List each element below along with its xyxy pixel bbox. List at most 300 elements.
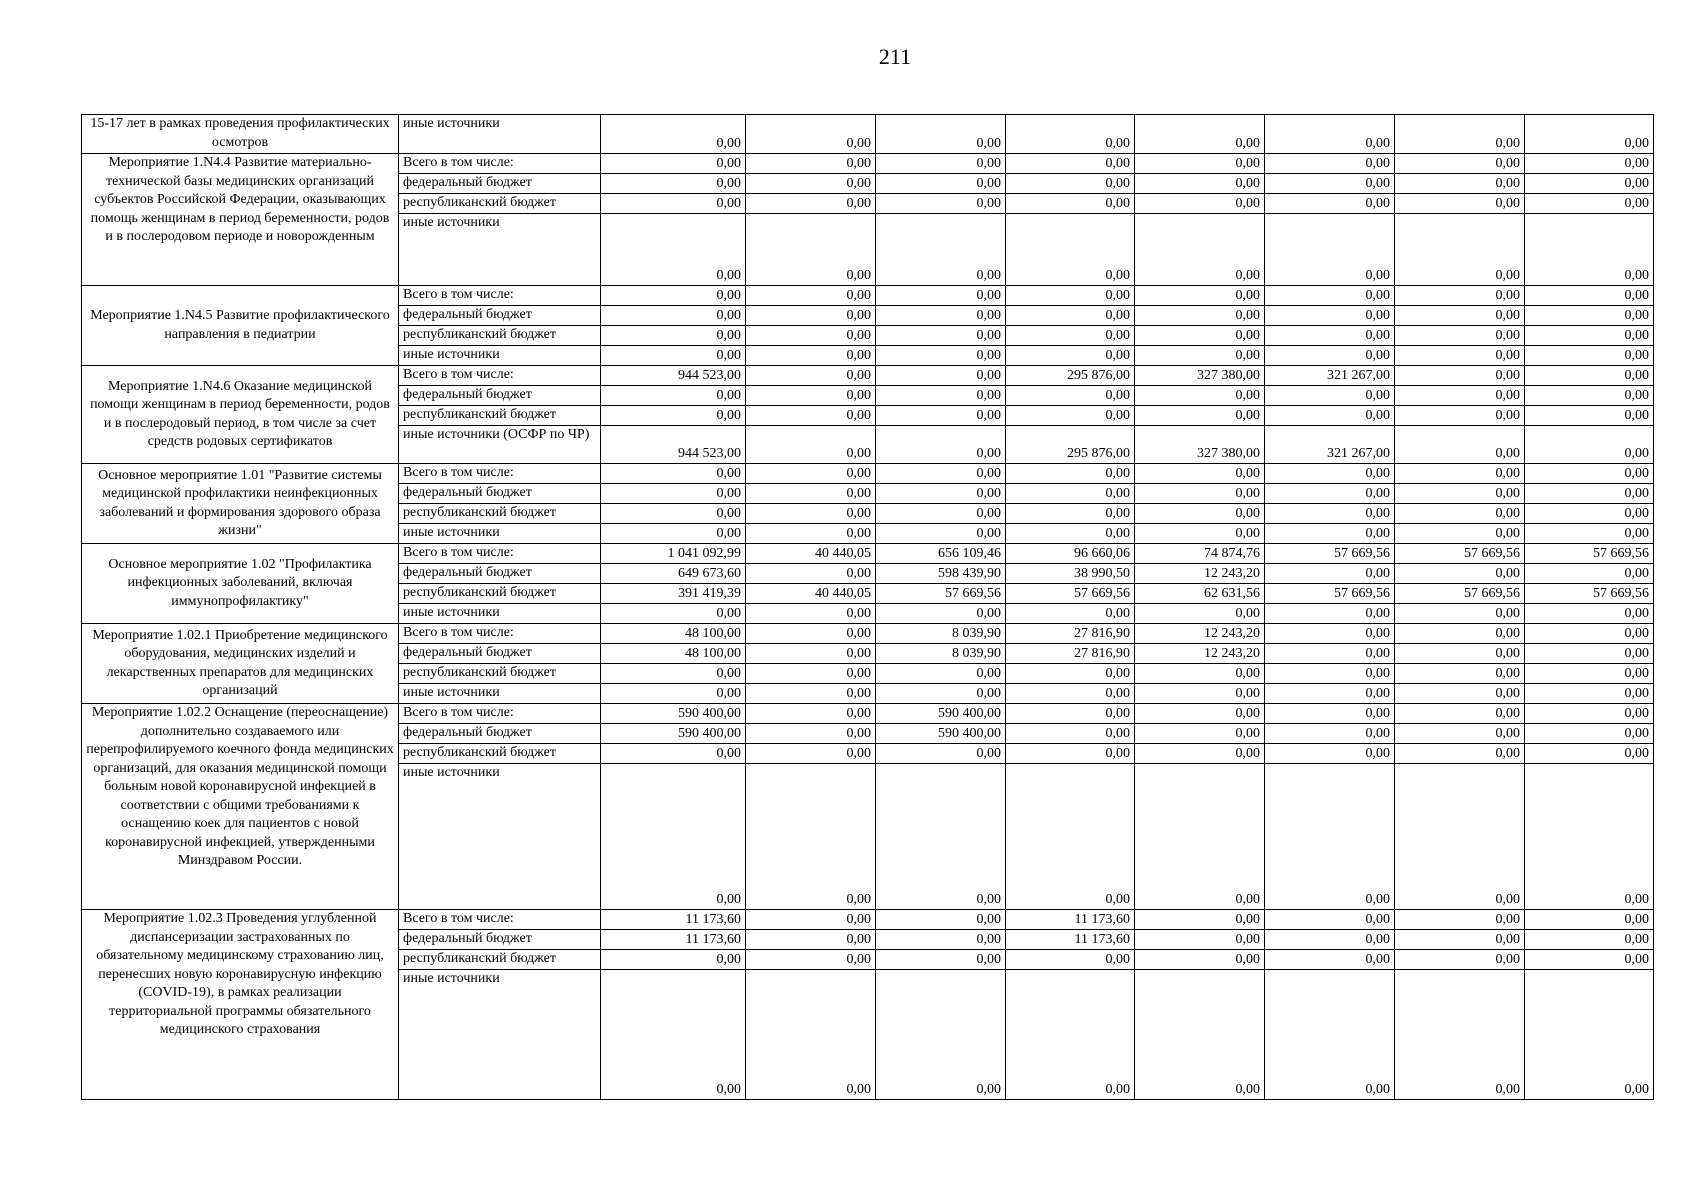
funding-source-cell: Всего в том числе: — [399, 544, 601, 564]
amount-cell: 0,00 — [746, 426, 876, 464]
amount-cell: 0,00 — [1265, 564, 1395, 584]
amount-cell: 0,00 — [1135, 194, 1265, 214]
amount-cell: 57 669,56 — [876, 584, 1006, 604]
amount-cell: 0,00 — [746, 970, 876, 1100]
funding-source-cell: иные источники — [399, 346, 601, 366]
activity-name-cell: Мероприятие 1.N4.6 Оказание медицинской помощи женщинам в период беременности, родов и в послеродовый период, в том числе за счет средств родовых сертификатов — [82, 366, 399, 464]
amount-cell: 0,00 — [1006, 464, 1135, 484]
amount-cell: 0,00 — [876, 366, 1006, 386]
amount-cell: 0,00 — [1395, 306, 1525, 326]
amount-cell: 12 243,20 — [1135, 564, 1265, 584]
amount-cell: 0,00 — [1525, 624, 1654, 644]
amount-cell: 0,00 — [746, 504, 876, 524]
amount-cell: 0,00 — [1265, 684, 1395, 704]
activity-name-cell: Мероприятие 1.02.3 Проведения углубленной диспансеризации застрахованных по обязательному медицинскому страхованию лиц, перенесших новую коронавирусную инфекцию (COVID-19), в рамках реализации территориальной программы обязательного медицинского страхования — [82, 910, 399, 1100]
amount-cell: 0,00 — [1395, 950, 1525, 970]
amount-cell: 295 876,00 — [1006, 426, 1135, 464]
amount-cell: 0,00 — [1265, 524, 1395, 544]
amount-cell: 0,00 — [1395, 326, 1525, 346]
table-row — [82, 154, 1654, 174]
amount-cell: 0,00 — [746, 326, 876, 346]
amount-cell: 0,00 — [1525, 764, 1654, 910]
amount-cell: 0,00 — [601, 604, 746, 624]
amount-cell: 0,00 — [1135, 174, 1265, 194]
amount-cell: 0,00 — [1135, 604, 1265, 624]
budget-table-body — [82, 115, 1654, 1100]
amount-cell: 0,00 — [1525, 564, 1654, 584]
amount-cell: 0,00 — [876, 604, 1006, 624]
amount-cell: 0,00 — [1525, 306, 1654, 326]
funding-source-cell: республиканский бюджет — [399, 744, 601, 764]
amount-cell: 0,00 — [1525, 504, 1654, 524]
amount-cell: 0,00 — [601, 306, 746, 326]
amount-cell: 0,00 — [1525, 644, 1654, 664]
amount-cell: 57 669,56 — [1525, 584, 1654, 604]
amount-cell: 57 669,56 — [1265, 544, 1395, 564]
amount-cell: 96 660,06 — [1006, 544, 1135, 564]
budget-table — [81, 114, 1654, 1100]
amount-cell: 0,00 — [1395, 704, 1525, 724]
amount-cell: 0,00 — [1006, 524, 1135, 544]
funding-source-cell: Всего в том числе: — [399, 624, 601, 644]
amount-cell: 0,00 — [1135, 704, 1265, 724]
amount-cell: 0,00 — [876, 306, 1006, 326]
amount-cell: 0,00 — [876, 286, 1006, 306]
amount-cell: 38 990,50 — [1006, 564, 1135, 584]
amount-cell: 0,00 — [1395, 624, 1525, 644]
amount-cell: 0,00 — [746, 664, 876, 684]
amount-cell: 0,00 — [1265, 970, 1395, 1100]
amount-cell: 0,00 — [1265, 484, 1395, 504]
amount-cell: 0,00 — [1135, 950, 1265, 970]
amount-cell: 0,00 — [746, 306, 876, 326]
activity-name-cell: Основное мероприятие 1.02 "Профилактика инфекционных заболеваний, включая иммунопрофилактику" — [82, 544, 399, 624]
amount-cell: 656 109,46 — [876, 544, 1006, 564]
amount-cell: 944 523,00 — [601, 366, 746, 386]
amount-cell: 0,00 — [1395, 664, 1525, 684]
amount-cell: 0,00 — [876, 386, 1006, 406]
amount-cell: 0,00 — [746, 406, 876, 426]
amount-cell: 321 267,00 — [1265, 426, 1395, 464]
amount-cell: 0,00 — [1006, 604, 1135, 624]
funding-source-cell: федеральный бюджет — [399, 564, 601, 584]
amount-cell: 0,00 — [1395, 154, 1525, 174]
amount-cell: 0,00 — [601, 950, 746, 970]
amount-cell: 0,00 — [1265, 624, 1395, 644]
amount-cell: 649 673,60 — [601, 564, 746, 584]
funding-source-cell: республиканский бюджет — [399, 664, 601, 684]
amount-cell: 0,00 — [1525, 426, 1654, 464]
funding-source-cell: федеральный бюджет — [399, 484, 601, 504]
table-row — [82, 704, 1654, 724]
amount-cell: 0,00 — [1395, 484, 1525, 504]
amount-cell: 0,00 — [1135, 406, 1265, 426]
amount-cell: 0,00 — [1525, 524, 1654, 544]
amount-cell: 0,00 — [601, 970, 746, 1100]
amount-cell: 0,00 — [1006, 684, 1135, 704]
amount-cell: 0,00 — [1525, 704, 1654, 724]
funding-source-cell: иные источники — [399, 214, 601, 286]
amount-cell: 0,00 — [1265, 644, 1395, 664]
amount-cell: 0,00 — [1395, 684, 1525, 704]
amount-cell: 0,00 — [1265, 326, 1395, 346]
amount-cell: 0,00 — [1265, 174, 1395, 194]
amount-cell: 0,00 — [746, 744, 876, 764]
amount-cell: 0,00 — [876, 930, 1006, 950]
amount-cell: 11 173,60 — [601, 930, 746, 950]
amount-cell: 0,00 — [601, 484, 746, 504]
amount-cell: 0,00 — [1525, 346, 1654, 366]
amount-cell: 0,00 — [1135, 970, 1265, 1100]
amount-cell: 0,00 — [746, 644, 876, 664]
amount-cell: 0,00 — [1135, 346, 1265, 366]
amount-cell: 0,00 — [876, 950, 1006, 970]
amount-cell: 944 523,00 — [601, 426, 746, 464]
amount-cell: 0,00 — [746, 386, 876, 406]
amount-cell: 0,00 — [601, 684, 746, 704]
amount-cell: 0,00 — [1395, 764, 1525, 910]
amount-cell: 0,00 — [1265, 306, 1395, 326]
amount-cell: 0,00 — [876, 970, 1006, 1100]
amount-cell: 0,00 — [876, 524, 1006, 544]
amount-cell: 0,00 — [876, 214, 1006, 286]
amount-cell: 0,00 — [1525, 684, 1654, 704]
amount-cell: 0,00 — [1395, 286, 1525, 306]
funding-source-cell: Всего в том числе: — [399, 704, 601, 724]
amount-cell: 0,00 — [1525, 930, 1654, 950]
funding-source-cell: республиканский бюджет — [399, 326, 601, 346]
amount-cell: 0,00 — [746, 366, 876, 386]
amount-cell: 0,00 — [746, 684, 876, 704]
amount-cell: 0,00 — [1265, 154, 1395, 174]
amount-cell: 0,00 — [876, 194, 1006, 214]
amount-cell: 0,00 — [601, 286, 746, 306]
amount-cell: 0,00 — [876, 115, 1006, 154]
amount-cell: 0,00 — [876, 910, 1006, 930]
amount-cell: 0,00 — [1135, 910, 1265, 930]
amount-cell: 0,00 — [1395, 744, 1525, 764]
table-row — [82, 910, 1654, 930]
amount-cell: 0,00 — [1265, 286, 1395, 306]
amount-cell: 0,00 — [601, 464, 746, 484]
amount-cell: 0,00 — [746, 286, 876, 306]
funding-source-cell: Всего в том числе: — [399, 910, 601, 930]
amount-cell: 0,00 — [1135, 664, 1265, 684]
amount-cell: 598 439,90 — [876, 564, 1006, 584]
amount-cell: 0,00 — [1525, 194, 1654, 214]
table-row — [82, 544, 1654, 564]
amount-cell: 12 243,20 — [1135, 644, 1265, 664]
amount-cell: 0,00 — [601, 504, 746, 524]
amount-cell: 48 100,00 — [601, 644, 746, 664]
amount-cell: 0,00 — [876, 154, 1006, 174]
amount-cell: 0,00 — [746, 214, 876, 286]
funding-source-cell: федеральный бюджет — [399, 174, 601, 194]
funding-source-cell: Всего в том числе: — [399, 286, 601, 306]
amount-cell: 0,00 — [1395, 214, 1525, 286]
amount-cell: 0,00 — [1265, 950, 1395, 970]
amount-cell: 40 440,05 — [746, 584, 876, 604]
table-row — [82, 464, 1654, 484]
amount-cell: 8 039,90 — [876, 624, 1006, 644]
amount-cell: 0,00 — [1525, 214, 1654, 286]
amount-cell: 0,00 — [1006, 764, 1135, 910]
amount-cell: 0,00 — [1265, 504, 1395, 524]
funding-source-cell: федеральный бюджет — [399, 306, 601, 326]
amount-cell: 0,00 — [1135, 154, 1265, 174]
amount-cell: 11 173,60 — [1006, 910, 1135, 930]
activity-name-cell: Мероприятие 1.02.1 Приобретение медицинского оборудования, медицинских изделий и лекарственных препаратов для медицинских организаций — [82, 624, 399, 704]
amount-cell: 0,00 — [1395, 724, 1525, 744]
page-number: 211 — [878, 44, 912, 69]
amount-cell: 0,00 — [1525, 604, 1654, 624]
amount-cell: 11 173,60 — [1006, 930, 1135, 950]
amount-cell: 1 041 092,99 — [601, 544, 746, 564]
table-row — [82, 624, 1654, 644]
amount-cell: 0,00 — [601, 664, 746, 684]
funding-source-cell: федеральный бюджет — [399, 386, 601, 406]
amount-cell: 0,00 — [1395, 564, 1525, 584]
amount-cell: 0,00 — [1006, 115, 1135, 154]
amount-cell: 0,00 — [1135, 386, 1265, 406]
amount-cell: 62 631,56 — [1135, 584, 1265, 604]
amount-cell: 0,00 — [746, 154, 876, 174]
amount-cell: 0,00 — [746, 930, 876, 950]
amount-cell: 8 039,90 — [876, 644, 1006, 664]
table-row — [82, 115, 1654, 154]
table-row — [82, 286, 1654, 306]
amount-cell: 0,00 — [1006, 724, 1135, 744]
amount-cell: 0,00 — [1135, 306, 1265, 326]
amount-cell: 327 380,00 — [1135, 366, 1265, 386]
amount-cell: 57 669,56 — [1395, 544, 1525, 564]
amount-cell: 0,00 — [1525, 386, 1654, 406]
amount-cell: 0,00 — [1006, 704, 1135, 724]
amount-cell: 0,00 — [1006, 744, 1135, 764]
amount-cell: 0,00 — [876, 504, 1006, 524]
amount-cell: 0,00 — [1135, 764, 1265, 910]
amount-cell: 0,00 — [1265, 930, 1395, 950]
amount-cell: 0,00 — [601, 174, 746, 194]
amount-cell: 0,00 — [746, 764, 876, 910]
amount-cell: 0,00 — [1135, 326, 1265, 346]
amount-cell: 0,00 — [1525, 664, 1654, 684]
amount-cell: 590 400,00 — [876, 704, 1006, 724]
amount-cell: 57 669,56 — [1265, 584, 1395, 604]
amount-cell: 590 400,00 — [876, 724, 1006, 744]
amount-cell: 0,00 — [1265, 214, 1395, 286]
amount-cell: 0,00 — [746, 194, 876, 214]
amount-cell: 0,00 — [1006, 174, 1135, 194]
amount-cell: 0,00 — [1135, 484, 1265, 504]
funding-source-cell: республиканский бюджет — [399, 406, 601, 426]
activity-name-cell: 15-17 лет в рамках проведения профилактических осмотров — [82, 115, 399, 154]
amount-cell: 0,00 — [1006, 214, 1135, 286]
amount-cell: 321 267,00 — [1265, 366, 1395, 386]
amount-cell: 0,00 — [1135, 524, 1265, 544]
amount-cell: 0,00 — [1006, 194, 1135, 214]
amount-cell: 0,00 — [1006, 664, 1135, 684]
amount-cell: 0,00 — [1135, 744, 1265, 764]
amount-cell: 0,00 — [1265, 604, 1395, 624]
amount-cell: 0,00 — [1525, 286, 1654, 306]
amount-cell: 0,00 — [1395, 426, 1525, 464]
amount-cell: 0,00 — [746, 950, 876, 970]
funding-source-cell: иные источники (ОСФР по ЧР) — [399, 426, 601, 464]
table-row — [82, 366, 1654, 386]
amount-cell: 0,00 — [1135, 464, 1265, 484]
amount-cell: 0,00 — [1525, 744, 1654, 764]
amount-cell: 0,00 — [601, 194, 746, 214]
amount-cell: 57 669,56 — [1006, 584, 1135, 604]
funding-source-cell: республиканский бюджет — [399, 950, 601, 970]
funding-source-cell: федеральный бюджет — [399, 930, 601, 950]
amount-cell: 0,00 — [601, 214, 746, 286]
amount-cell: 27 816,90 — [1006, 644, 1135, 664]
funding-source-cell: Всего в том числе: — [399, 464, 601, 484]
amount-cell: 0,00 — [601, 386, 746, 406]
amount-cell: 0,00 — [1006, 346, 1135, 366]
amount-cell: 0,00 — [1525, 464, 1654, 484]
amount-cell: 0,00 — [1006, 406, 1135, 426]
amount-cell: 12 243,20 — [1135, 624, 1265, 644]
amount-cell: 0,00 — [1135, 724, 1265, 744]
amount-cell: 0,00 — [876, 744, 1006, 764]
funding-source-cell: Всего в том числе: — [399, 366, 601, 386]
amount-cell: 0,00 — [746, 174, 876, 194]
amount-cell: 0,00 — [1395, 194, 1525, 214]
amount-cell: 0,00 — [876, 684, 1006, 704]
funding-source-cell: федеральный бюджет — [399, 724, 601, 744]
funding-source-cell: республиканский бюджет — [399, 504, 601, 524]
amount-cell: 0,00 — [1135, 286, 1265, 306]
amount-cell: 0,00 — [1006, 306, 1135, 326]
amount-cell: 0,00 — [1265, 464, 1395, 484]
amount-cell: 0,00 — [1395, 910, 1525, 930]
amount-cell: 0,00 — [601, 406, 746, 426]
amount-cell: 0,00 — [876, 484, 1006, 504]
amount-cell: 0,00 — [1265, 346, 1395, 366]
amount-cell: 0,00 — [1265, 406, 1395, 426]
funding-source-cell: иные источники — [399, 970, 601, 1100]
amount-cell: 0,00 — [746, 910, 876, 930]
amount-cell: 0,00 — [746, 524, 876, 544]
amount-cell: 0,00 — [746, 484, 876, 504]
amount-cell: 40 440,05 — [746, 544, 876, 564]
amount-cell: 0,00 — [1525, 406, 1654, 426]
amount-cell: 295 876,00 — [1006, 366, 1135, 386]
amount-cell: 0,00 — [1395, 174, 1525, 194]
amount-cell: 0,00 — [1265, 910, 1395, 930]
amount-cell: 0,00 — [876, 346, 1006, 366]
amount-cell: 0,00 — [1395, 930, 1525, 950]
funding-source-cell: иные источники — [399, 115, 601, 154]
funding-source-cell: федеральный бюджет — [399, 644, 601, 664]
amount-cell: 0,00 — [1006, 484, 1135, 504]
amount-cell: 0,00 — [1265, 386, 1395, 406]
amount-cell: 0,00 — [1265, 115, 1395, 154]
activity-name-cell: Мероприятие 1.02.2 Оснащение (переоснащение) дополнительно создаваемого или перепрофилируемого коечного фонда медицинских организаций, для оказания медицинской помощи больным новой коронавирусной инфекцией в соответствии с общими требованиями к оснащению коек для пациентов с новой коронавирусной инфекцией, утвержденными Минздравом России. — [82, 704, 399, 910]
amount-cell: 0,00 — [746, 724, 876, 744]
amount-cell: 0,00 — [1135, 214, 1265, 286]
amount-cell: 0,00 — [1395, 406, 1525, 426]
funding-source-cell: Всего в том числе: — [399, 154, 601, 174]
amount-cell: 0,00 — [1006, 950, 1135, 970]
amount-cell: 0,00 — [876, 464, 1006, 484]
amount-cell: 0,00 — [746, 464, 876, 484]
amount-cell: 0,00 — [1395, 366, 1525, 386]
amount-cell: 0,00 — [1006, 386, 1135, 406]
amount-cell: 0,00 — [1395, 604, 1525, 624]
amount-cell: 0,00 — [1525, 950, 1654, 970]
amount-cell: 0,00 — [746, 624, 876, 644]
amount-cell: 0,00 — [1265, 194, 1395, 214]
funding-source-cell: республиканский бюджет — [399, 194, 601, 214]
amount-cell: 0,00 — [601, 115, 746, 154]
funding-source-cell: иные источники — [399, 764, 601, 910]
amount-cell: 0,00 — [876, 664, 1006, 684]
activity-name-cell: Мероприятие 1.N4.5 Развитие профилактического направления в педиатрии — [82, 286, 399, 366]
amount-cell: 0,00 — [1006, 154, 1135, 174]
amount-cell: 0,00 — [1265, 724, 1395, 744]
amount-cell: 0,00 — [1525, 484, 1654, 504]
activity-name-cell: Основное мероприятие 1.01 "Развитие системы медицинской профилактики неинфекционных заболеваний и формирования здорового образа жизни" — [82, 464, 399, 544]
funding-source-cell: республиканский бюджет — [399, 584, 601, 604]
amount-cell: 0,00 — [876, 406, 1006, 426]
amount-cell: 590 400,00 — [601, 704, 746, 724]
amount-cell: 0,00 — [1525, 910, 1654, 930]
amount-cell: 590 400,00 — [601, 724, 746, 744]
amount-cell: 27 816,90 — [1006, 624, 1135, 644]
amount-cell: 0,00 — [1395, 524, 1525, 544]
amount-cell: 0,00 — [746, 564, 876, 584]
amount-cell: 0,00 — [1395, 386, 1525, 406]
amount-cell: 0,00 — [1265, 704, 1395, 724]
amount-cell: 0,00 — [1006, 504, 1135, 524]
amount-cell: 0,00 — [1006, 286, 1135, 306]
amount-cell: 0,00 — [1525, 115, 1654, 154]
amount-cell: 0,00 — [1395, 115, 1525, 154]
amount-cell: 0,00 — [746, 115, 876, 154]
amount-cell: 0,00 — [1135, 684, 1265, 704]
amount-cell: 57 669,56 — [1395, 584, 1525, 604]
activity-name-cell: Мероприятие 1.N4.4 Развитие материально-технической базы медицинских организаций субъектов Российской Федерации, оказывающих помощь женщинам в период беременности, родов и в послеродовом периоде и новорожденным — [82, 154, 399, 286]
amount-cell: 0,00 — [1395, 346, 1525, 366]
amount-cell: 0,00 — [601, 346, 746, 366]
amount-cell: 0,00 — [876, 174, 1006, 194]
amount-cell: 0,00 — [1525, 366, 1654, 386]
funding-source-cell: иные источники — [399, 524, 601, 544]
amount-cell: 0,00 — [1006, 326, 1135, 346]
amount-cell: 0,00 — [1525, 174, 1654, 194]
amount-cell: 0,00 — [601, 326, 746, 346]
amount-cell: 74 874,76 — [1135, 544, 1265, 564]
amount-cell: 327 380,00 — [1135, 426, 1265, 464]
amount-cell: 0,00 — [1006, 970, 1135, 1100]
amount-cell: 0,00 — [601, 764, 746, 910]
amount-cell: 391 419,39 — [601, 584, 746, 604]
amount-cell: 0,00 — [1395, 504, 1525, 524]
amount-cell: 0,00 — [1395, 970, 1525, 1100]
amount-cell: 0,00 — [876, 764, 1006, 910]
amount-cell: 0,00 — [876, 326, 1006, 346]
amount-cell: 0,00 — [1525, 154, 1654, 174]
amount-cell: 48 100,00 — [601, 624, 746, 644]
amount-cell: 0,00 — [746, 704, 876, 724]
amount-cell: 0,00 — [746, 346, 876, 366]
amount-cell: 0,00 — [1525, 970, 1654, 1100]
amount-cell: 0,00 — [1265, 744, 1395, 764]
